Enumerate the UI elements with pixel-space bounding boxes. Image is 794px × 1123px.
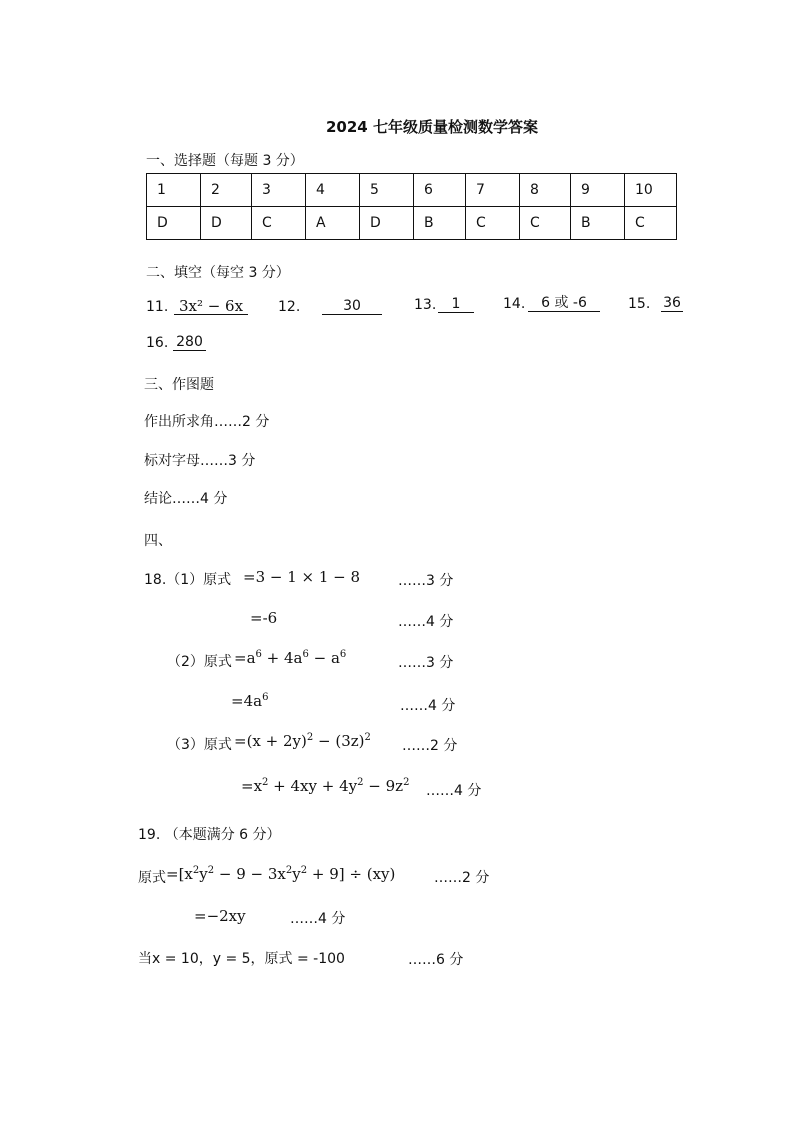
score-note: ……4 分 [426,783,482,799]
table-cell: 6 [414,174,466,207]
section1-heading: 一、选择题（每题 3 分） [146,153,304,169]
fill-number: 15. [628,296,651,312]
score-note: ……3 分 [398,655,454,671]
fill-answer: 3x² − 6x [174,298,248,315]
fill-number: 16. [146,335,169,351]
fill-answer: 280 [173,334,206,351]
q18-part2-result: $=4a^6$ [231,692,269,710]
table-cell: 10 [625,174,677,207]
q18-part1-expr: =3 − 1 × 1 − 8 [243,568,361,586]
q18-part3-label: （3）原式 [167,737,232,753]
fill-number: 13. [414,297,437,313]
table-cell: 3 [252,174,306,207]
q19-evaluation: 当x = 10，y = 5，原式 = -100 [138,951,345,967]
q18-part2-label: （2）原式 [167,654,232,670]
table-cell: C [625,207,677,240]
choice-answer-table [146,173,677,240]
table-cell: 8 [520,174,571,207]
score-note: ……4 分 [400,698,456,714]
table-cell: C [466,207,520,240]
q18-part3-expr: $=(x + 2y)^2 - (3z)^2$ [234,732,371,750]
table-cell: B [414,207,466,240]
table-cell: C [252,207,306,240]
table-cell: 2 [201,174,252,207]
score-note: ……4 分 [398,614,454,630]
score-note: ……4 分 [290,911,346,927]
q18-part1-result: =-6 [250,609,278,627]
table-row [147,174,677,207]
section4-heading: 四、 [144,533,172,549]
table-cell: 9 [571,174,625,207]
table-cell: B [571,207,625,240]
table-row [147,207,677,240]
table-cell: C [520,207,571,240]
q19-label: 原式 [138,870,166,886]
q18-part2-expr: $=a^6 + 4a^6 - a^6$ [234,649,347,667]
table-cell: 1 [147,174,201,207]
q19-heading: 19. （本题满分 6 分） [138,827,281,843]
score-note: ……2 分 [434,870,490,886]
table-cell: D [360,207,414,240]
q19-result: =−2xy [194,907,246,925]
drawing-score-line: 结论……4 分 [144,491,228,507]
score-note: ……6 分 [408,952,464,968]
q18-part3-result: $=x^2 + 4xy + 4y^2 - 9z^2$ [241,777,410,795]
table-cell: D [201,207,252,240]
drawing-score-line: 作出所求角……2 分 [144,414,270,430]
score-note: ……3 分 [398,573,454,589]
q19-expr: $=[x^2y^2 - 9 - 3x^2y^2 + 9] \div (xy)$ [166,865,396,883]
fill-answer: 1 [438,296,474,313]
fill-number: 11. [146,299,169,315]
fill-number: 12. [278,299,301,315]
table-cell: 5 [360,174,414,207]
table-cell: 7 [466,174,520,207]
section2-heading: 二、填空（每空 3 分） [146,265,290,281]
fill-answer: 30 [322,298,382,315]
score-note: ……2 分 [402,738,458,754]
fill-number: 14. [503,296,526,312]
page-title: 2024 七年级质量检测数学答案 [326,118,538,136]
fill-answer: 36 [661,295,683,312]
table-cell: D [147,207,201,240]
table-cell: 4 [306,174,360,207]
drawing-score-line: 标对字母……3 分 [144,453,256,469]
table-cell: A [306,207,360,240]
q18-part1-label: 18.（1）原式 [144,572,232,588]
fill-answer: 6 或 -6 [528,295,600,312]
section3-heading: 三、作图题 [144,377,214,393]
